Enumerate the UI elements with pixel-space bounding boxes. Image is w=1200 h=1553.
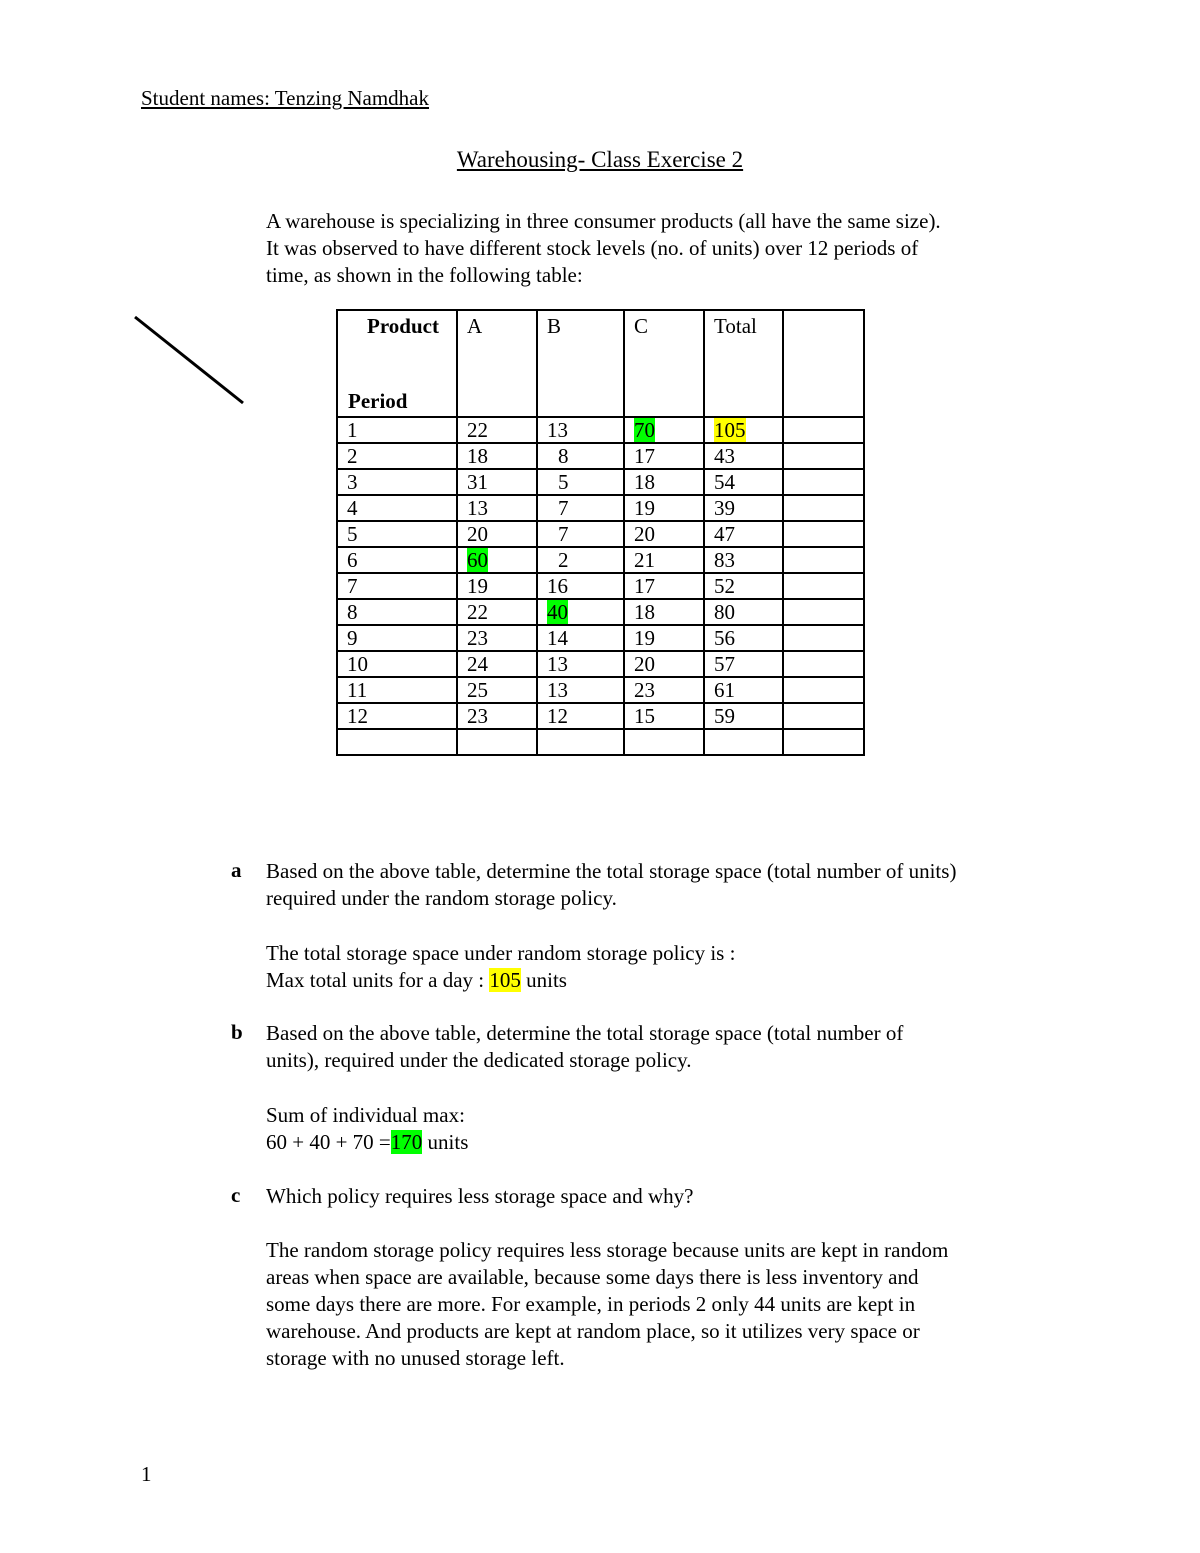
answer-a-prefix: Max total units for a day : — [266, 968, 490, 992]
cell-period: 10 — [337, 651, 457, 677]
cell-empty — [783, 729, 864, 755]
table-row — [337, 417, 864, 443]
answer-line: The total storage space under random storage policy is : — [266, 941, 736, 965]
answer-line: some days there are more. For example, in periods 2 only 44 units are kept in — [266, 1292, 916, 1316]
cell-extra — [783, 521, 864, 547]
answer-line: The random storage policy requires less storage because units are kept in random — [266, 1238, 949, 1262]
cell-a: 19 — [457, 573, 537, 599]
cell-extra — [783, 651, 864, 677]
cell-extra — [783, 495, 864, 521]
table-row-empty — [337, 729, 864, 755]
cell-b: 13 — [537, 651, 624, 677]
cell-period: 1 — [337, 417, 457, 443]
answer-c — [266, 1237, 1056, 1372]
cell-c: 21 — [624, 547, 704, 573]
cell-extra — [783, 599, 864, 625]
cell-period: 4 — [337, 495, 457, 521]
cell-extra — [783, 625, 864, 651]
question-line: Which policy requires less storage space and why? — [266, 1184, 694, 1208]
cell-empty — [624, 729, 704, 755]
cell-extra — [783, 677, 864, 703]
question-line: Based on the above table, determine the total storage space (total number of — [266, 1021, 904, 1045]
header-col-a: A — [457, 310, 537, 417]
cell-total: 80 — [704, 599, 783, 625]
question-line: Based on the above table, determine the total storage space (total number of units) — [266, 859, 957, 883]
cell-empty — [337, 729, 457, 755]
cell-b: 7 — [537, 521, 624, 547]
question-line: required under the random storage policy. — [266, 886, 617, 910]
highlighted-value: 40 — [547, 600, 568, 624]
header-period-label: Period — [348, 389, 408, 413]
cell-empty — [457, 729, 537, 755]
answer-b-prefix: 60 + 40 + 70 = — [266, 1130, 391, 1154]
table-row — [337, 443, 864, 469]
cell-period: 11 — [337, 677, 457, 703]
cell-extra — [783, 469, 864, 495]
header-col-b: B — [537, 310, 624, 417]
cell-c: 19 — [624, 625, 704, 651]
cell-extra — [783, 703, 864, 729]
answer-b-suffix: units — [422, 1130, 469, 1154]
cell-period: 7 — [337, 573, 457, 599]
table-row — [337, 651, 864, 677]
header-product-label: Product — [367, 314, 439, 338]
cell-period: 3 — [337, 469, 457, 495]
cell-extra — [783, 573, 864, 599]
highlighted-value: 70 — [634, 418, 655, 442]
cell-total: 47 — [704, 521, 783, 547]
question-c-letter: c — [231, 1183, 241, 1207]
table-row — [337, 599, 864, 625]
cell-extra — [783, 547, 864, 573]
table-row — [337, 495, 864, 521]
cell-b: 12 — [537, 703, 624, 729]
cell-c: 23 — [624, 677, 704, 703]
question-b-text — [266, 1020, 1056, 1074]
table-row — [337, 625, 864, 651]
diagonal-line-mark — [132, 310, 247, 410]
cell-extra — [783, 443, 864, 469]
page-title: Warehousing- Class Exercise 2 — [456, 147, 744, 172]
answer-line — [266, 1129, 1056, 1156]
answer-line: Sum of individual max: — [266, 1103, 465, 1127]
cell-total: 83 — [704, 547, 783, 573]
question-c-text — [266, 1183, 1056, 1210]
cell-b: 2 — [537, 547, 624, 573]
intro-line: A warehouse is specializing in three consumer products (all have the same size). — [266, 209, 941, 233]
cell-total: 54 — [704, 469, 783, 495]
cell-a: 23 — [457, 703, 537, 729]
cell-a: 13 — [457, 495, 537, 521]
stock-levels-table — [336, 309, 865, 756]
cell-period: 5 — [337, 521, 457, 547]
table-body — [337, 417, 864, 755]
cell-a: 31 — [457, 469, 537, 495]
cell-total: 43 — [704, 443, 783, 469]
cell-b: 8 — [537, 443, 624, 469]
cell-total: 56 — [704, 625, 783, 651]
answer-b-value: 170 — [390, 1130, 423, 1154]
cell-c: 18 — [624, 599, 704, 625]
student-names: Student names: Tenzing Namdhak — [141, 86, 430, 110]
answer-line — [266, 967, 1056, 994]
cell-empty — [537, 729, 624, 755]
question-b-letter: b — [231, 1020, 243, 1044]
cell-a: 23 — [457, 625, 537, 651]
cell-total: 39 — [704, 495, 783, 521]
cell-c: 18 — [624, 469, 704, 495]
cell-period: 9 — [337, 625, 457, 651]
page-number: 1 — [141, 1462, 152, 1486]
cell-b: 5 — [537, 469, 624, 495]
cell-total: 59 — [704, 703, 783, 729]
cell-a: 22 — [457, 417, 537, 443]
intro-line: time, as shown in the following table: — [266, 263, 583, 287]
table-row — [337, 573, 864, 599]
highlighted-value: 105 — [714, 418, 746, 442]
cell-extra — [783, 417, 864, 443]
cell-a: 20 — [457, 521, 537, 547]
intro-line: It was observed to have different stock levels (no. of units) over 12 periods of — [266, 236, 919, 260]
question-line: units), required under the dedicated storage policy. — [266, 1048, 692, 1072]
cell-c — [624, 417, 704, 443]
highlighted-value: 60 — [467, 548, 488, 572]
cell-a: 25 — [457, 677, 537, 703]
header-corner-cell — [337, 310, 457, 417]
cell-total: 57 — [704, 651, 783, 677]
cell-a: 24 — [457, 651, 537, 677]
cell-b: 16 — [537, 573, 624, 599]
cell-total — [704, 417, 783, 443]
answer-line: areas when space are available, because some days there is less inventory and — [266, 1265, 919, 1289]
question-a-letter: a — [231, 858, 242, 882]
cell-total: 61 — [704, 677, 783, 703]
cell-b — [537, 599, 624, 625]
cell-period: 12 — [337, 703, 457, 729]
header-col-c: C — [624, 310, 704, 417]
answer-line: storage with no unused storage left. — [266, 1346, 565, 1370]
cell-period: 6 — [337, 547, 457, 573]
cell-a: 22 — [457, 599, 537, 625]
answer-line: warehouse. And products are kept at random place, so it utilizes very space or — [266, 1319, 920, 1343]
answer-a-value: 105 — [489, 968, 521, 992]
answer-a — [266, 940, 1056, 994]
cell-b: 13 — [537, 417, 624, 443]
table-row — [337, 469, 864, 495]
header-col-total: Total — [704, 310, 783, 417]
cell-a: 18 — [457, 443, 537, 469]
cell-c: 15 — [624, 703, 704, 729]
question-a-text — [266, 858, 1056, 912]
cell-period: 8 — [337, 599, 457, 625]
table-row — [337, 703, 864, 729]
cell-c: 20 — [624, 521, 704, 547]
table-row — [337, 547, 864, 573]
cell-c: 20 — [624, 651, 704, 677]
cell-b: 14 — [537, 625, 624, 651]
cell-c: 17 — [624, 573, 704, 599]
cell-empty — [704, 729, 783, 755]
table-row — [337, 677, 864, 703]
answer-a-suffix: units — [520, 968, 567, 992]
cell-b: 7 — [537, 495, 624, 521]
answer-b — [266, 1102, 1056, 1156]
intro-paragraph — [266, 208, 1046, 289]
cell-total: 52 — [704, 573, 783, 599]
cell-a — [457, 547, 537, 573]
cell-b: 13 — [537, 677, 624, 703]
cell-c: 19 — [624, 495, 704, 521]
cell-period: 2 — [337, 443, 457, 469]
table-header-row — [337, 310, 864, 417]
table-row — [337, 521, 864, 547]
header-col-extra — [783, 310, 864, 417]
cell-c: 17 — [624, 443, 704, 469]
